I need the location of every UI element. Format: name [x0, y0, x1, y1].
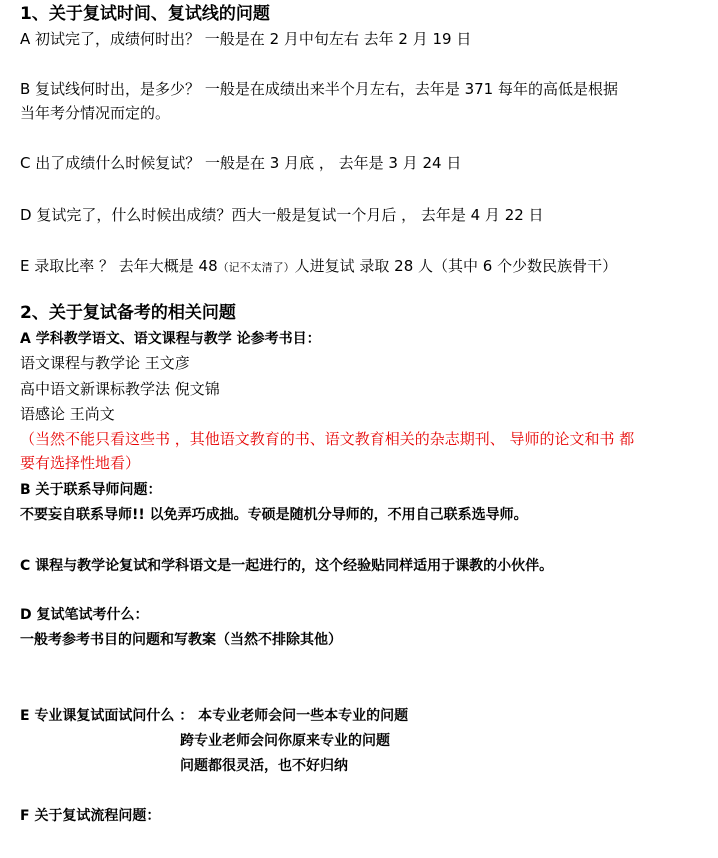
- written-exam-body: 一般考参考书目的问题和写教案（当然不排除其他）: [20, 632, 342, 648]
- item-b-line-1: B 复试线何时出，是多少？ 一般是在成绩出来半个月左右，去年是 371 每年的高低是根据: [20, 80, 618, 98]
- item-e-ratio-post: 人进复试 录取 28 人（其中 6 个少数民族骨干）: [294, 257, 618, 275]
- item-c-retest-time: C 出了成绩什么时候复试？ 一般是在 3 月底 ， 去年是 3 月 24 日: [20, 154, 462, 172]
- interview-title: E 专业课复试面试问什么 ： 本专业老师会问一些本专业的问题: [20, 708, 409, 724]
- section-1-heading: 1、关于复试时间、复试线的问题: [20, 4, 270, 24]
- interview-line-3: 问题都很灵活，也不好归纳: [180, 758, 348, 774]
- curriculum-note: C 课程与教学论复试和学科语文是一起进行的，这个经验贴同样适用于课教的小伙伴。: [20, 558, 554, 574]
- item-b-line-2: 当年考分情况而定的。: [20, 104, 171, 122]
- written-exam-title: D 复试笔试考什么：: [20, 607, 149, 623]
- booklist-note-line-2: 要有选择性地看）: [20, 454, 141, 472]
- item-e-ratio-pre: E 录取比率 ？ 去年大概是 48: [20, 257, 218, 275]
- item-e-ratio: [20, 256, 617, 278]
- advisor-title: B 关于联系导师问题：: [20, 482, 162, 498]
- booklist-note-line-1: （当然不能只看这些书 ，其他语文教育的书、语文教育相关的杂志期刊、 导师的论文和书 都: [20, 430, 635, 448]
- section-2-heading: 2、关于复试备考的相关问题: [20, 303, 236, 323]
- book-2: 高中语文新课标教学法 倪文锦: [20, 380, 220, 398]
- advisor-body: 不要妄自联系导师!! 以免弄巧成拙。专硕是随机分导师的，不用自己联系选导师。: [20, 507, 528, 523]
- booklist-title: A 学科教学语文、语文课程与教学 论参考书目：: [20, 331, 321, 347]
- book-1: 语文课程与教学论 王文彦: [20, 354, 190, 372]
- process-title: F 关于复试流程问题：: [20, 808, 161, 824]
- book-3: 语感论 王尚文: [20, 405, 115, 423]
- item-a-time: A 初试完了，成绩何时出？ 一般是在 2 月中旬左右 去年 2 月 19 日: [20, 30, 472, 48]
- interview-line-2: 跨专业老师会问你原来专业的问题: [180, 733, 390, 749]
- item-d-result-time: D 复试完了，什么时候出成绩？西大一般是复试一个月后 ， 去年是 4 月 22 日: [20, 206, 544, 224]
- item-e-ratio-note: （记不太清了）: [217, 261, 295, 274]
